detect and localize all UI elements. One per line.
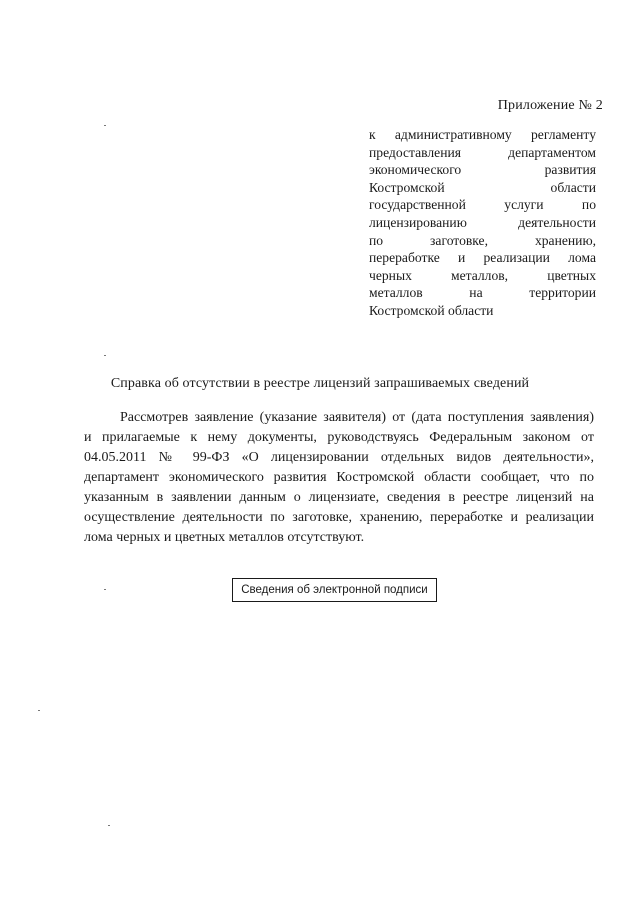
body-paragraph <box>84 408 594 548</box>
appendix-line: переработке и реализации лома <box>369 250 596 266</box>
scan-speck <box>108 825 110 826</box>
appendix-line: государственной услуги по <box>369 197 596 213</box>
appendix-number: Приложение № 2 <box>497 98 603 113</box>
appendix-line: экономического развития <box>369 162 596 178</box>
body-line: указанным в заявлении данным о лицензиате, сведения в реестре лицензий на <box>84 490 594 505</box>
scan-speck <box>104 589 106 590</box>
appendix-line: металлов на территории <box>369 285 596 301</box>
appendix-line: Костромской области <box>369 179 596 195</box>
body-line: лома черных и цветных металлов отсутствуют. <box>84 530 365 545</box>
appendix-line: по заготовке, хранению, <box>369 232 596 248</box>
appendix-line: Костромской области <box>369 302 494 318</box>
body-line: осуществление деятельности по заготовке, хранению, переработке и реализации <box>84 510 594 525</box>
body-line: и прилагаемые к нему документы, руководствуясь Федеральным законом от <box>84 430 594 445</box>
scan-speck <box>104 125 106 126</box>
body-line: Рассмотрев заявление (указание заявителя) от (дата поступления заявления) <box>120 410 594 425</box>
scan-speck <box>104 355 106 356</box>
appendix-line: предоставления департаментом <box>369 144 596 160</box>
document-title: Справка об отсутствии в реестре лицензий запрашиваемых сведений <box>110 376 530 391</box>
appendix-line: черных металлов, цветных <box>369 267 596 283</box>
scan-speck <box>38 710 40 711</box>
signature-label: Сведения об электронной подписи <box>241 584 428 596</box>
appendix-line: лицензированию деятельности <box>369 214 596 230</box>
appendix-line: к административному регламенту <box>369 127 596 142</box>
electronic-signature-box <box>232 578 437 602</box>
body-line: департамент экономического развития Костромской области сообщает, что по <box>84 470 594 485</box>
body-line: 04.05.2011 № 99-ФЗ «О лицензировании отдельных видов деятельности», <box>84 450 594 465</box>
appendix-text <box>369 126 596 320</box>
